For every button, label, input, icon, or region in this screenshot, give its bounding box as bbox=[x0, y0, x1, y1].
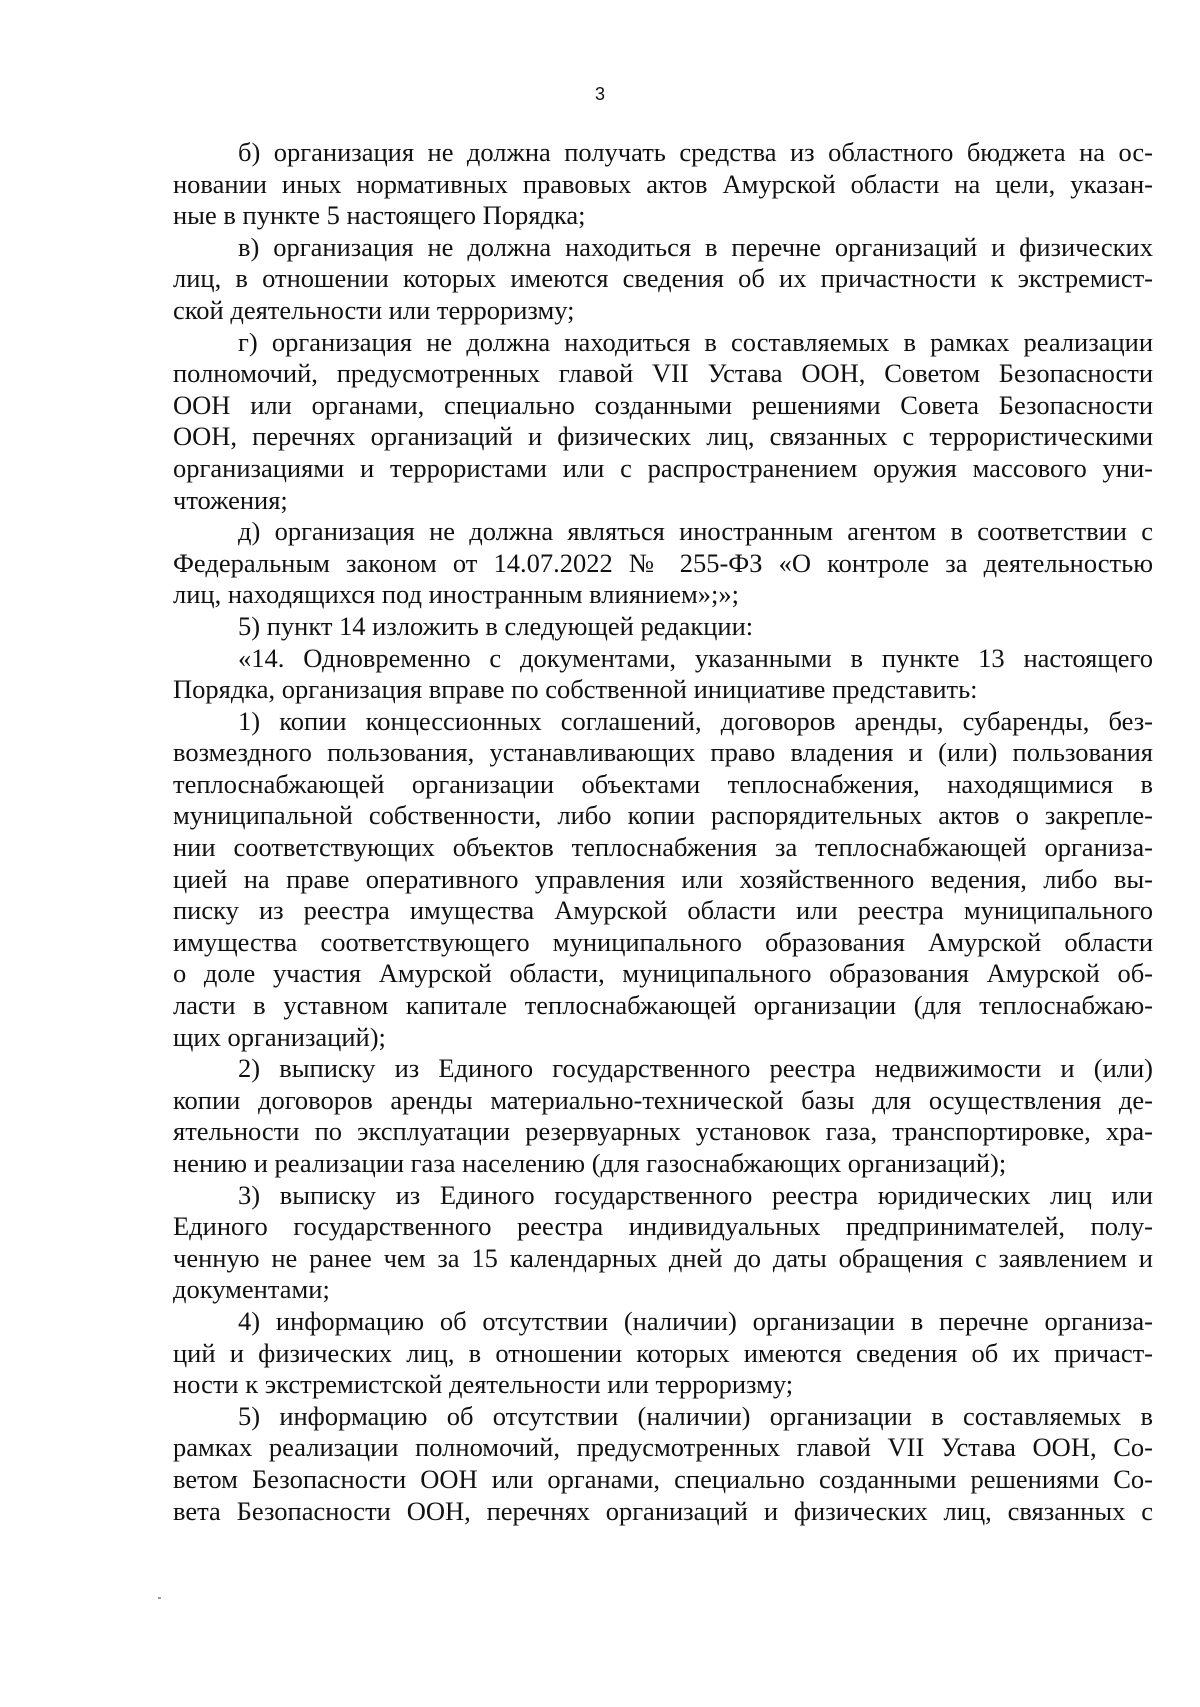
text-line: «14. Одновременно с документами, указанными в пункте 13 настоящего bbox=[238, 642, 1153, 673]
scan-artifact-dot bbox=[158, 1597, 161, 1599]
text-line: б) организация не должна получать средства из областного бюджета на ос- bbox=[238, 137, 1153, 167]
text-line: имущества соответствующего муниципального образования Амурской области bbox=[173, 926, 1153, 957]
page-number: 3 bbox=[594, 84, 605, 104]
text-line: новании иных нормативных правовых актов Амурской области на цели, указан- bbox=[173, 168, 1153, 199]
text-line: полномочий, предусмотренных главой VII Устава ООН, Советом Безопасности bbox=[173, 358, 1153, 389]
paragraph bbox=[173, 611, 1153, 643]
paragraph bbox=[173, 1401, 1153, 1527]
text-line: теплоснабжающей организации объектами теплоснабжения, находящимися в bbox=[173, 768, 1153, 799]
text-line: ций и физических лиц, в отношении которых имеются сведения об их причаст- bbox=[173, 1337, 1153, 1368]
text-line: ООН или органами, специально созданными решениями Совета Безопасности bbox=[173, 389, 1153, 420]
text-line: вета Безопасности ООН, перечнях организаций и физических лиц, связанных с bbox=[173, 1495, 1153, 1526]
text-line: 5) информацию об отсутствии (наличии) организации в составляемых в bbox=[238, 1400, 1153, 1431]
text-line: организациями и террористами или с распространением оружия массового уни- bbox=[173, 452, 1153, 483]
text-line: нению и реализации газа населению (для газоснабжающих организаций); bbox=[173, 1148, 1007, 1178]
text-line: о доле участия Амурской области, муниципального образования Амурской об- bbox=[173, 958, 1153, 989]
paragraph bbox=[173, 706, 1153, 1054]
text-line: документами; bbox=[173, 1274, 330, 1305]
text-line: в) организация не должна находиться в перечне организаций и физических bbox=[238, 231, 1153, 262]
text-line: 5) пункт 14 изложить в следующей редакции: bbox=[238, 610, 754, 641]
paragraph bbox=[173, 1180, 1153, 1306]
text-line: цией на праве оперативного управления или хозяйственного ведения, либо вы- bbox=[173, 863, 1153, 894]
paragraph bbox=[173, 1053, 1153, 1179]
text-line: 1) копии концессионных соглашений, договоров аренды, субаренды, без- bbox=[238, 705, 1153, 736]
text-line: ской деятельности или терроризму; bbox=[173, 294, 575, 325]
text-line: писку из реестра имущества Амурской области или реестра муниципального bbox=[173, 895, 1153, 926]
paragraph bbox=[173, 232, 1153, 327]
text-line: Единого государственного реестра индивидуальных предпринимателей, полу- bbox=[173, 1211, 1153, 1242]
text-line: муниципальной собственности, либо копии распорядительных актов о закрепле- bbox=[173, 800, 1153, 831]
text-line: Федеральным законом от 14.07.2022 № 255-ФЗ «О контроле за деятельностью bbox=[173, 547, 1153, 578]
text-line: ООН, перечнях организаций и физических лиц, связанных с террористическими bbox=[173, 421, 1153, 452]
text-line: копии договоров аренды материально-технической базы для осуществления де- bbox=[173, 1084, 1153, 1115]
text-line: возмездного пользования, устанавливающих право владения и (или) пользования bbox=[173, 737, 1153, 768]
text-line: 2) выписку из Единого государственного реестра недвижимости и (или) bbox=[238, 1053, 1153, 1084]
text-line: чтожения; bbox=[173, 484, 288, 515]
text-line: ятельности по эксплуатации резервуарных установок газа, транспортировке, хра- bbox=[173, 1116, 1153, 1147]
paragraph bbox=[173, 1306, 1153, 1401]
text-line: 4) информацию об отсутствии (наличии) организации в перечне организа- bbox=[238, 1305, 1153, 1336]
text-line: 3) выписку из Единого государственного реестра юридических лиц или bbox=[238, 1179, 1153, 1210]
text-line: Порядка, организация вправе по собственной инициативе представить: bbox=[173, 674, 978, 705]
paragraph bbox=[173, 327, 1153, 517]
paragraph bbox=[173, 643, 1153, 706]
paragraph bbox=[173, 137, 1153, 232]
text-line: нии соответствующих объектов теплоснабжения за теплоснабжающей организа- bbox=[173, 832, 1153, 863]
text-line: ности к экстремистской деятельности или терроризму; bbox=[173, 1369, 794, 1400]
text-line: лиц, находящихся под иностранным влиянием»;»; bbox=[173, 579, 739, 610]
paragraph bbox=[173, 516, 1153, 611]
text-line: ветом Безопасности ООН или органами, специально созданными решениями Со- bbox=[173, 1463, 1153, 1494]
text-line: рамках реализации полномочий, предусмотренных главой VII Устава ООН, Со- bbox=[173, 1432, 1153, 1463]
text-line: ные в пункте 5 настоящего Порядка; bbox=[173, 200, 586, 231]
text-line: лиц, в отношении которых имеются сведения об их причастности к экстремист- bbox=[173, 263, 1153, 294]
text-line: г) организация не должна находиться в составляемых в рамках реализации bbox=[238, 326, 1153, 357]
text-line: ченную не ранее чем за 15 календарных дней до даты обращения с заявлением и bbox=[173, 1242, 1153, 1273]
text-line: ласти в уставном капитале теплоснабжающей организации (для теплоснабжаю- bbox=[173, 990, 1153, 1021]
document-body bbox=[173, 137, 1153, 1527]
text-line: щих организаций); bbox=[173, 1021, 386, 1052]
text-line: д) организация не должна являться иностранным агентом в соответствии с bbox=[238, 516, 1153, 547]
